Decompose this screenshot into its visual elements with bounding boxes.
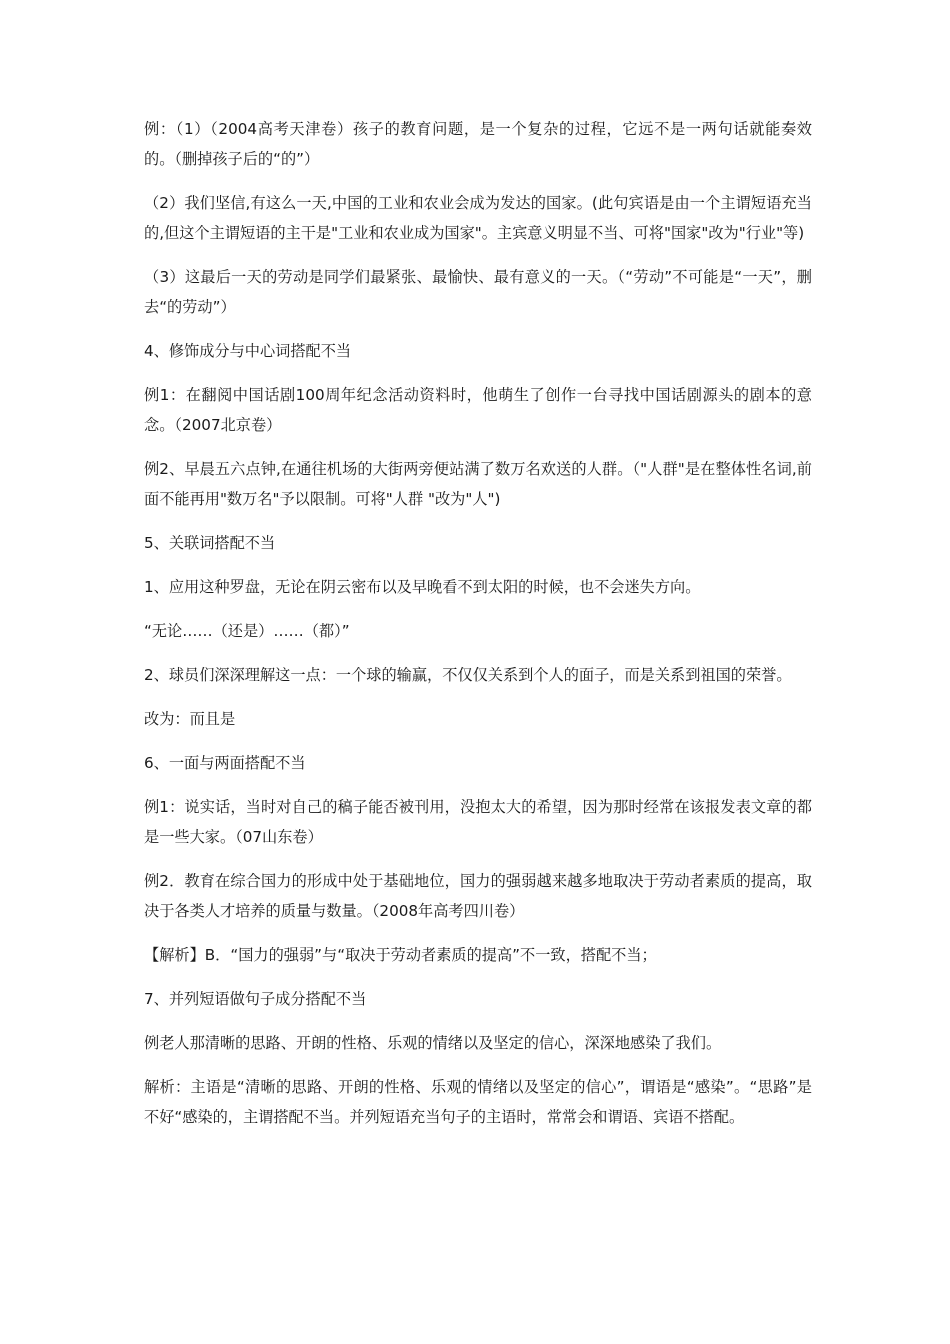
example-paragraph-4-1: 例1：在翻阅中国话剧100周年纪念活动资料时，他萌生了创作一台寻找中国话剧源头的剧本的意念。（2007北京卷） — [144, 386, 812, 434]
example-paragraph-4-2: 例2、早晨五六点钟,在通往机场的大街两旁便站满了数万名欢送的人群。（"人群"是在整体性名词,前面不能再用"数万名"予以限制。可将"人群 "改为"人") — [144, 460, 812, 508]
section-heading-4: 4、修饰成分与中心词搭配不当 — [144, 342, 352, 360]
example-paragraph-1: 例：（1）（2004高考天津卷）孩子的教育问题，是一个复杂的过程，它远不是一两句话就能奏效的。（删掉孩子后的“的”） — [144, 120, 812, 168]
correction-note: 改为：而且是 — [144, 710, 236, 728]
example-paragraph-5-1: 1、应用这种罗盘，无论在阴云密布以及早晚看不到太阳的时候，也不会迷失方向。 — [144, 578, 701, 596]
section-heading-7: 7、并列短语做句子成分搭配不当 — [144, 990, 367, 1008]
example-paragraph-6-2: 例2．教育在综合国力的形成中处于基础地位，国力的强弱越来越多地取决于劳动者素质的提高，取决于各类人才培养的质量与数量。（2008年高考四川卷） — [144, 872, 812, 920]
example-paragraph-2: （2）我们坚信,有这么一天,中国的工业和农业会成为发达的国家。(此句宾语是由一个主谓短语充当的,但这个主谓短语的主干是"工业和农业成为国家"。主宾意义明显不当、可将"国家"改为"行业"等) — [144, 194, 812, 242]
example-paragraph-7: 例老人那清晰的思路、开朗的性格、乐观的情绪以及坚定的信心，深深地感染了我们。 — [144, 1034, 722, 1052]
pattern-note: “无论……（还是）……（都）” — [144, 622, 350, 640]
section-heading-5: 5、关联词搭配不当 — [144, 534, 276, 552]
example-paragraph-5-2: 2、球员们深深理解这一点：一个球的输赢，不仅仅关系到个人的面子，而是关系到祖国的荣誉。 — [144, 666, 792, 684]
example-paragraph-6-1: 例1：说实话，当时对自己的稿子能否被刊用，没抱太大的希望，因为那时经常在该报发表文章的都是一些大家。（07山东卷） — [144, 798, 812, 846]
analysis-paragraph-6: 【解析】B．“国力的强弱”与“取决于劳动者素质的提高”不一致，搭配不当； — [144, 946, 657, 964]
analysis-paragraph-7: 解析：主语是“清晰的思路、开朗的性格、乐观的情绪以及坚定的信心”，谓语是“感染”。“思路”是不好“感染的，主谓搭配不当。并列短语充当句子的主语时，常常会和谓语、宾语不搭配。 — [144, 1078, 812, 1126]
document-body — [144, 114, 812, 1146]
section-heading-6: 6、一面与两面搭配不当 — [144, 754, 306, 772]
example-paragraph-3: （3）这最后一天的劳动是同学们最紧张、最愉快、最有意义的一天。（“劳动”不可能是“一天”，删去“的劳动”） — [144, 268, 812, 316]
